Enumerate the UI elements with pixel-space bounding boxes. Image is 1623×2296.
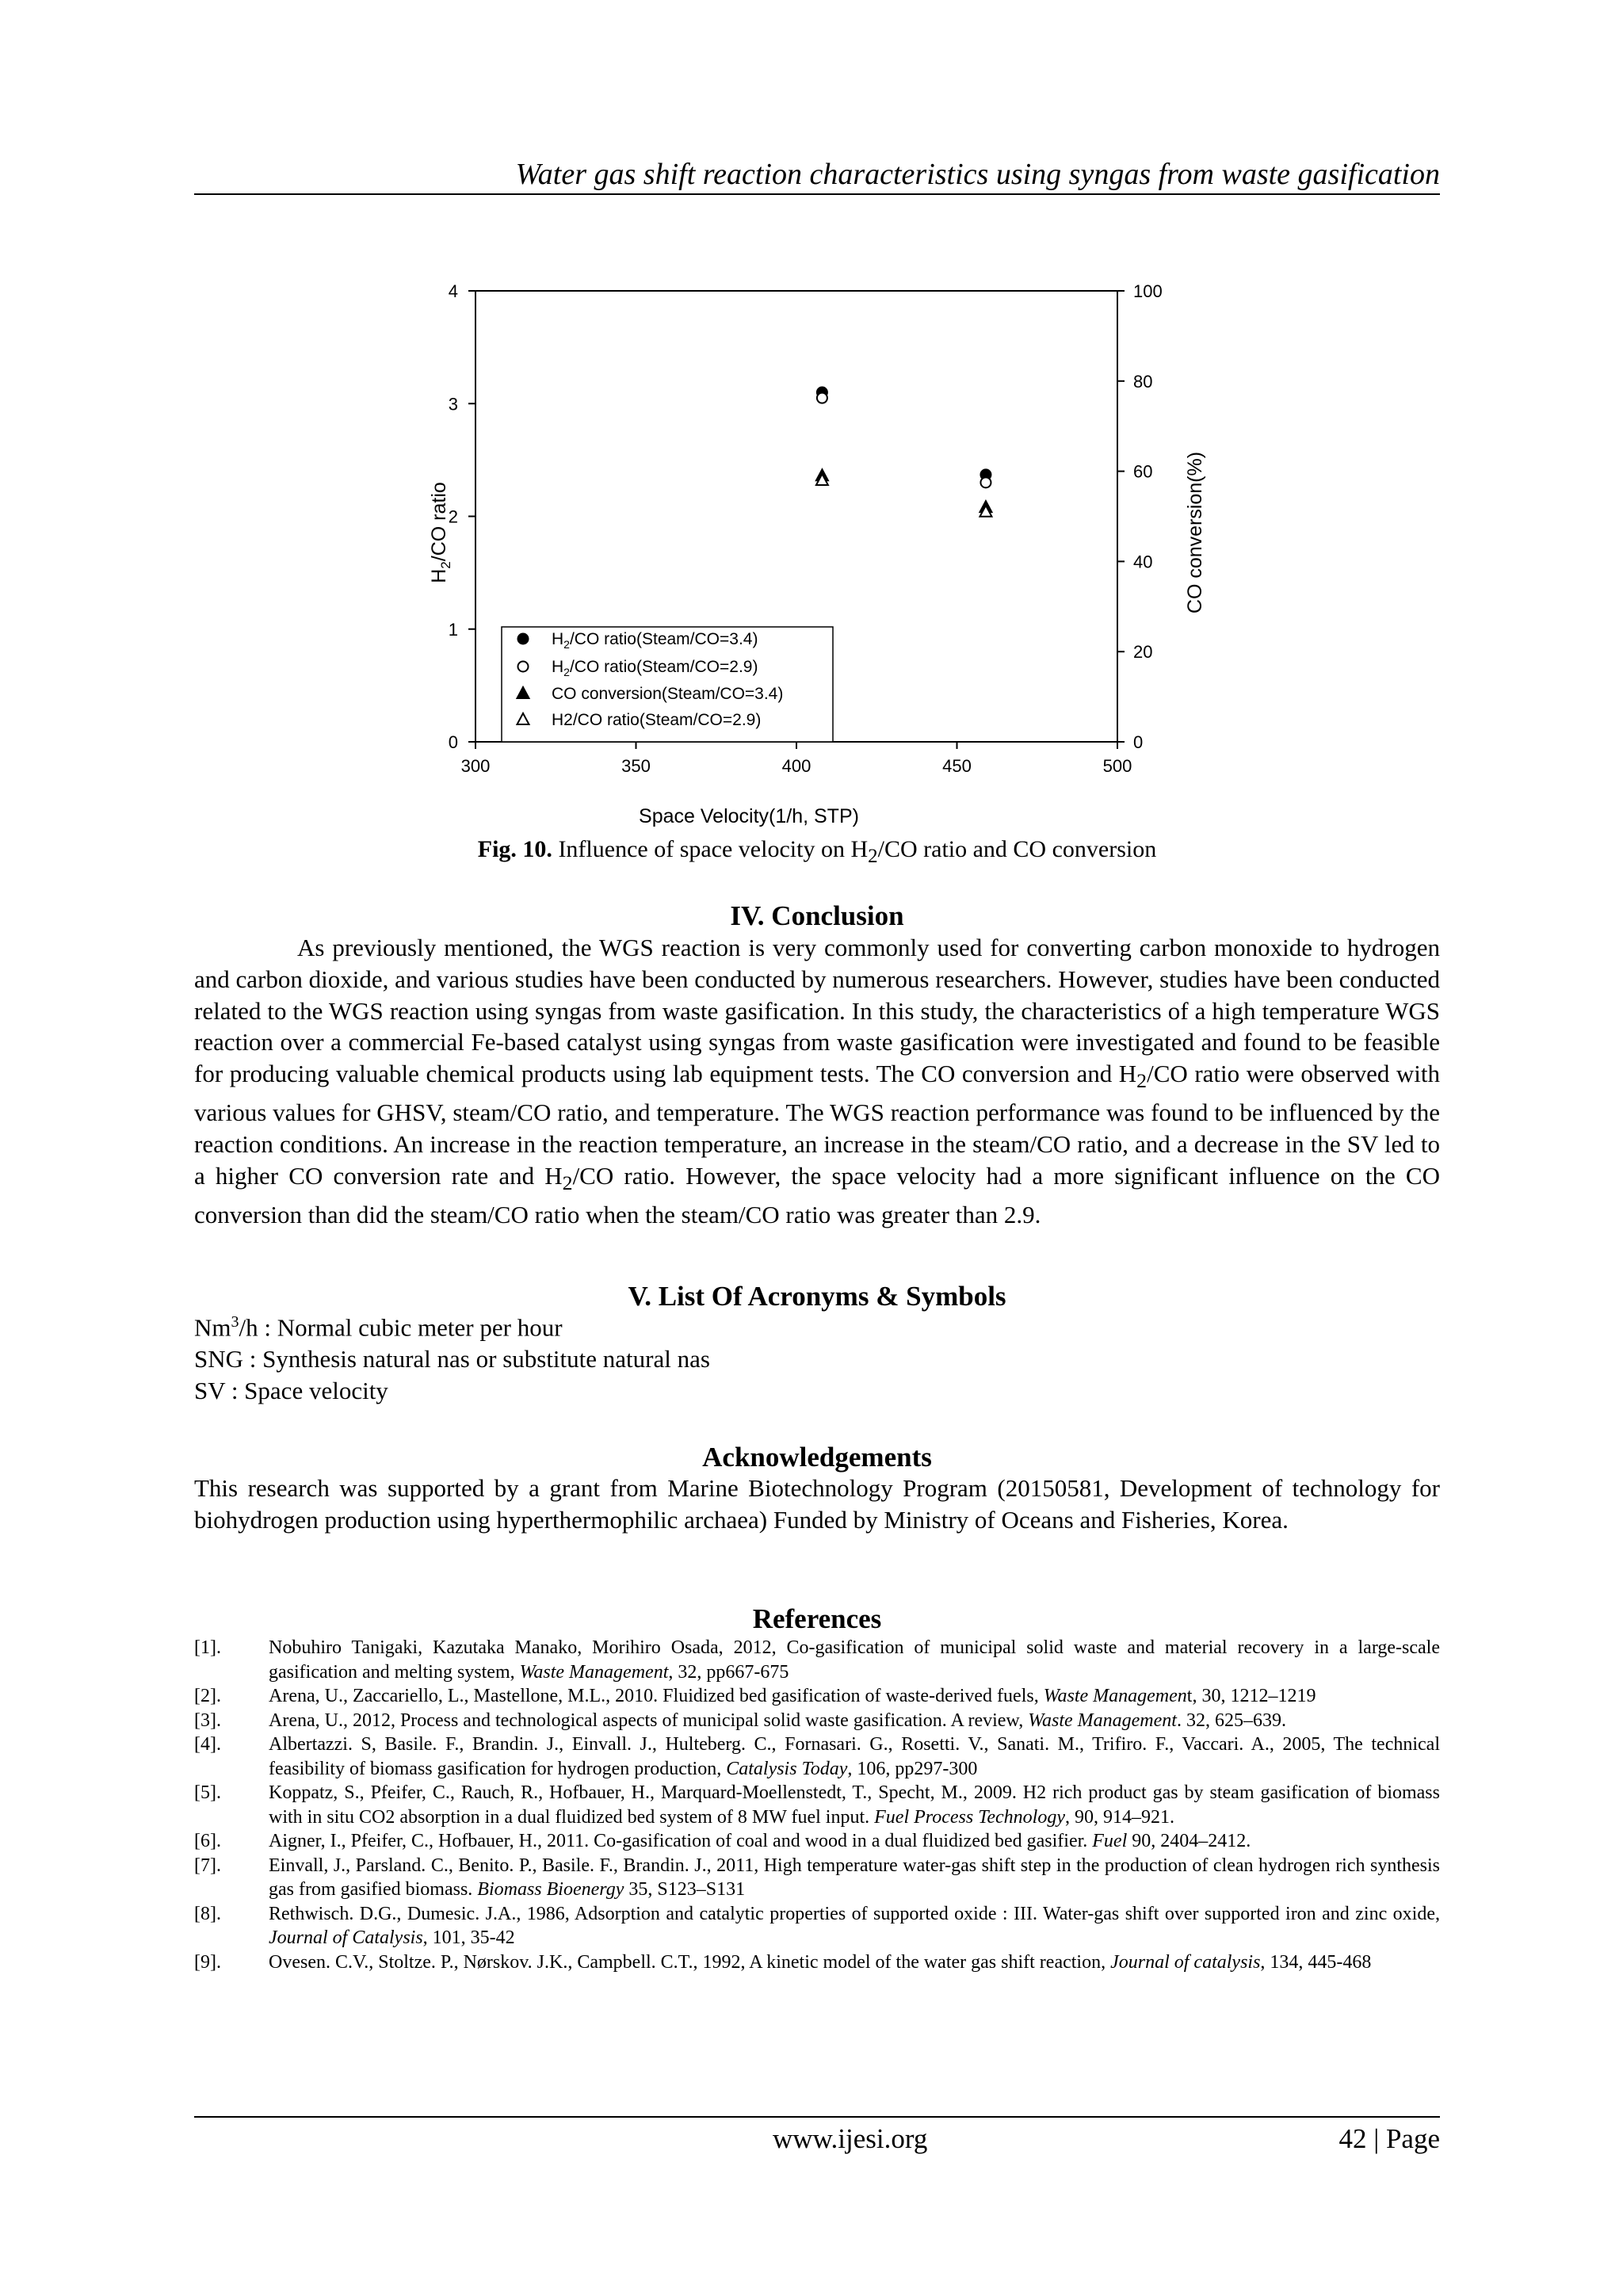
legend-label: CO conversion(Steam/CO=3.4): [552, 685, 784, 703]
figure-label: Fig. 10.: [477, 836, 552, 862]
y-left-tick-label: 2: [448, 506, 458, 527]
y-left-tick-label: 0: [448, 732, 458, 752]
running-head: Water gas shift reaction characteristics using syngas from waste gasification: [515, 158, 1440, 191]
y-right-tick-label: 100: [1133, 281, 1163, 301]
caption-text-a: Influence of space velocity on H: [552, 836, 869, 862]
y-left-tick-label: 3: [448, 394, 458, 415]
chart-marks: [816, 388, 992, 517]
references-heading: References: [752, 1603, 882, 1634]
acronym-sng: SNG : Synthesis natural nas or substitute natural nas: [194, 1345, 710, 1373]
y-right-tick-label: 80: [1133, 371, 1153, 392]
chart-legend: [502, 627, 833, 742]
legend-label: $H_2/CO$ ratio(Steam/CO=3.4): [552, 630, 758, 651]
reference-item: [5]. Koppatz, S., Pfeifer, C., Rauch, R., Hofbauer, H., Marquard-Moellenstedt, T., Specht, M., 2009. H2 rich product gas by steam gasification of biomass with in situ CO2 absorption in a dual fluidized bed system of 8 MW fuel input. Fuel Process Technology, 90, 914–921.: [194, 1782, 1440, 1828]
reference-item: [7]. Einvall, J., Parsland. C., Benito. P., Basile. F., Brandin. J., 2011, High temperature water-gas shift step in the production of clean hydrogen rich synthesis gas from gasified biomass. Biomass Bioenergy 35, S123–S131: [194, 1855, 1440, 1900]
reference-item: [8]. Rethwisch. D.G., Dumesic. J.A., 1986, Adsorption and catalytic properties of supported oxide : III. Water-gas shift over supported iron and zinc oxide, Journal of Catalysis, 101, 35-42: [194, 1903, 1440, 1948]
data-point-circle-open: [817, 393, 827, 403]
caption-sub: 2: [868, 846, 878, 867]
x-tick-label: 300: [460, 756, 491, 776]
header-rule: [194, 193, 1440, 195]
x-axis-label: Space Velocity(1/h, STP): [639, 805, 859, 827]
x-tick-label: 500: [1102, 756, 1132, 776]
x-tick-label: 400: [781, 756, 812, 776]
y-right-tick-label: 60: [1133, 461, 1153, 482]
y-right-tick-label: 40: [1133, 552, 1153, 572]
y-axis-left-label: $H_2/CO$ ratio: [428, 482, 453, 583]
y-axis-right-label: CO conversion(%): [1184, 451, 1206, 614]
acronyms-heading: V. List Of Acronyms & Symbols: [628, 1281, 1006, 1312]
reference-item: [2]. Arena, U., Zaccariello, L., Mastellone, M.L., 2010. Fluidized bed gasification of waste-derived fuels, Waste Management, 30, 1212–1219: [194, 1686, 1316, 1706]
figure-10-chart: [396, 277, 1228, 840]
acronym-sv: SV : Space velocity: [194, 1377, 388, 1405]
conclusion-heading: IV. Conclusion: [730, 900, 904, 931]
conclusion-paragraph: As previously mentioned, the WGS reaction is very commonly used for converting carbon monoxide to hydrogen and carbon dioxide, and various studies have been conducted by numerous researchers. However, studies have been conducted related to the WGS reaction using syngas from waste gasification. In this study, the characteristics of a high temperature WGS reaction over a commercial Fe-based catalyst using syngas from waste gasification were investigated and found to be feasible for producing valuable chemical products using lab equipment tests. The CO conversion and $H_2/CO$ ratio were observed with various values for GHSV, steam/CO ratio, and temperature. The WGS reaction performance was found to be influenced by the reaction conditions. An increase in the reaction temperature, an increase in the steam/CO ratio, and a decrease in the SV led to a higher CO conversion rate and $H_2/CO$ ratio. However, the space velocity had a more significant influence on the CO conversion than did the steam/CO ratio when the steam/CO ratio was greater than 2.9.: [194, 934, 1440, 1228]
legend-marker-circle-open: [518, 662, 529, 672]
figure-caption: [194, 832, 1440, 874]
references-list: [194, 1636, 1440, 1974]
reference-item: [3]. Arena, U., 2012, Process and technological aspects of municipal solid waste gasification. A review, Waste Management. 32, 625–639.: [194, 1710, 1286, 1731]
acronyms-list: [194, 1306, 1440, 1407]
y-left-tick-label: 4: [448, 281, 458, 301]
legend-label: $H_2/CO$ ratio(Steam/CO=2.9): [552, 658, 758, 678]
y-right-tick-label: 20: [1133, 642, 1153, 663]
footer-rule: [194, 2116, 1440, 2118]
acknowledgements-heading: Acknowledgements: [702, 1442, 932, 1473]
legend-label: H2/CO ratio(Steam/CO=2.9): [552, 711, 762, 729]
reference-item: [1]. Nobuhiro Tanigaki, Kazutaka Manako, Morihiro Osada, 2012, Co-gasification of municipal solid waste and material recovery in a large-scale gasification and melting system, Waste Management, 32, pp667-675: [194, 1637, 1440, 1683]
reference-item: [6]. Aigner, I., Pfeifer, C., Hofbauer, H., 2011. Co-gasification of coal and wood in a dual fluidized bed gasifier. Fuel 90, 2404–2412.: [194, 1831, 1251, 1851]
caption-text-b: /CO ratio and CO conversion: [877, 836, 1157, 862]
x-tick-label: 450: [942, 756, 972, 776]
data-point-circle-open: [980, 477, 991, 487]
y-left-tick-label: 1: [448, 619, 458, 640]
acronym-nm3h: Nm$^3$/h : Normal cubic meter per hour: [194, 1313, 563, 1342]
reference-item: [4]. Albertazzi. S, Basile. F., Brandin. J., Einvall. J., Hulteberg. C., Fornasari. G., Rosetti. V., Sanati. M., Trifiro. F., Vaccari. A., 2005, The technical feasibility of biomass gasification for hydrogen production, Catalysis Today, 106, pp297-300: [194, 1734, 1440, 1779]
y-right-tick-label: 0: [1133, 732, 1144, 752]
x-tick-label: 350: [621, 756, 651, 776]
footer-page-number: 42 | Page: [1338, 2123, 1440, 2154]
acknowledgements-text: This research was supported by a grant from Marine Biotechnology Program (20150581, Development of technology for biohydrogen production using hyperthermophilic archaea) Funded by Ministry of Oceans and Fisheries, Korea.: [194, 1474, 1440, 1534]
legend-marker-circle-filled: [518, 634, 529, 644]
footer-site[interactable]: www.ijesi.org: [773, 2123, 928, 2154]
reference-item: [9]. Ovesen. C.V., Stoltze. P., Nørskov. J.K., Campbell. C.T., 1992, A kinetic model of the water gas shift reaction, Journal of catalysis, 134, 445-468: [194, 1951, 1372, 1973]
